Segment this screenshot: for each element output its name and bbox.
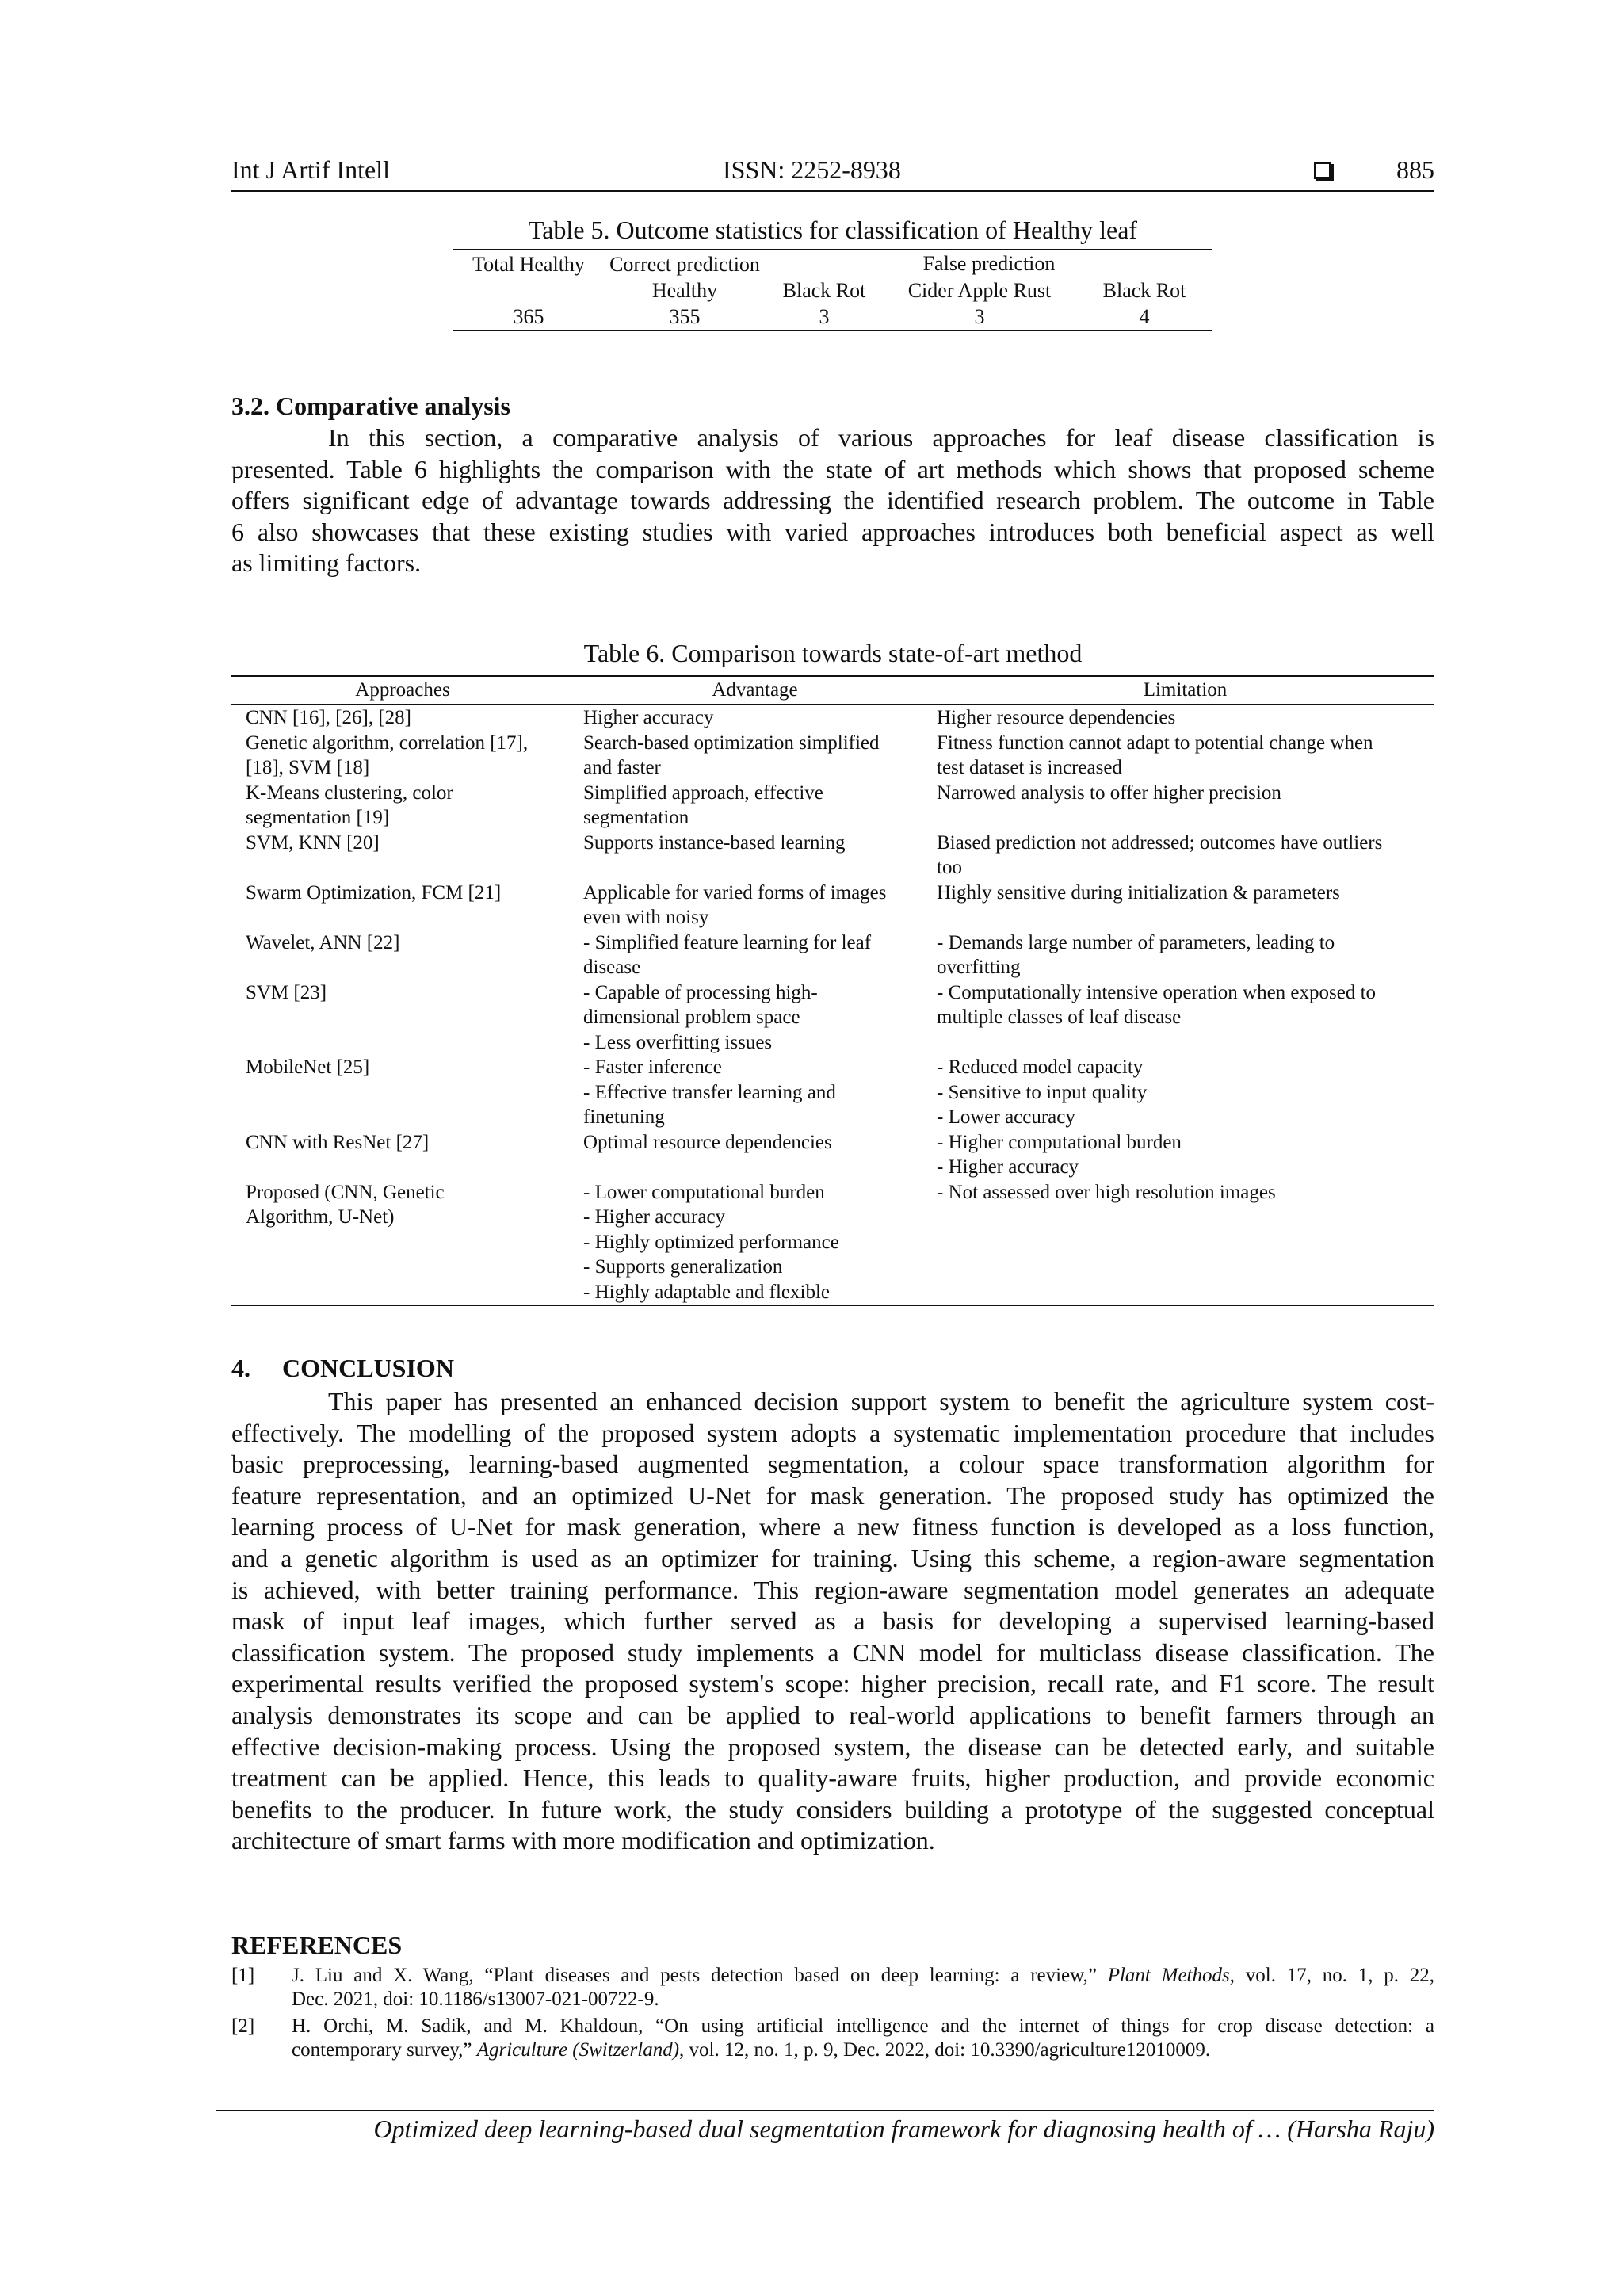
square-icon [1314, 162, 1331, 179]
t6-cell-approach: Genetic algorithm, correlation [17], [18], SVM [18] [246, 732, 529, 778]
t6-cell-advantage: - Lower computational burden - Higher accuracy - Highly optimized performance - Supports generalization - Highly adaptable and flexible [574, 1180, 927, 1306]
t5-val-blackrot: 3 [766, 304, 883, 330]
t6-cell-approach: Wavelet, ANN [22] [246, 931, 400, 953]
t5-sub-healthy: Healthy [651, 279, 718, 302]
t5-val-healthy: 355 [604, 304, 766, 330]
table5 [453, 249, 1212, 331]
table-row [231, 831, 1434, 881]
t6-cell-approach: CNN [16], [26], [28] [246, 707, 411, 728]
table-row [231, 1055, 1434, 1130]
table6-body [231, 705, 1434, 1305]
t5-sub-blackrot: Black Rot [782, 279, 866, 302]
journal-name: Int J Artif Intell [231, 155, 390, 184]
t6-cell-advantage: - Capable of processing high- dimensional problem space - Less overfitting issues [583, 981, 818, 1053]
t6-col-limitation: Limitation [927, 676, 1434, 705]
running-header [231, 155, 1434, 192]
t6-cell-advantage: Simplified approach, effective segmentation [583, 781, 823, 828]
t6-cell-limitation: - Higher computational burden - Higher accuracy [937, 1131, 1182, 1178]
conclusion-heading: 4. CONCLUSION [231, 1354, 454, 1382]
page-number: 885 [1396, 155, 1434, 184]
t6-cell-advantage: Optimal resource dependencies [583, 1131, 832, 1153]
t6-cell-approach: SVM [23] [246, 981, 327, 1003]
references-heading: REFERENCES [231, 1931, 403, 1959]
t6-cell-limitation: Narrowed analysis to offer higher precision [937, 781, 1281, 804]
table-row [231, 781, 1434, 831]
table-row [231, 930, 1434, 980]
t6-cell-limitation: Highly sensitive during initialization & parameters [937, 881, 1340, 904]
t6-col-advantage: Advantage [574, 676, 927, 705]
t5-sub-blackrot2: Black Rot [1102, 279, 1186, 302]
t6-cell-approach: MobileNet [25] [246, 1056, 370, 1078]
table-row [231, 881, 1434, 930]
table6 [231, 675, 1434, 1306]
t6-cell-approach: CNN with ResNet [27] [246, 1131, 430, 1153]
t5-sub-ciderrust: Cider Apple Rust [907, 279, 1052, 302]
reference-item: [2] H. Orchi, M. Sadik, and M. Khaldoun, “On using artificial intelligence and the internet of things for crop disease detection: a contemporary survey,” Agriculture (Switzerland), vol. 12, no. 1, p. 9, Dec. 2022, doi: 10.3390/agriculture12010009. [231, 2015, 1434, 2061]
table-row [231, 1180, 1434, 1306]
t6-cell-limitation: - Reduced model capacity - Sensitive to input quality - Lower accuracy [937, 1056, 1148, 1128]
section-3-2-body: In this section, a comparative analysis of various approaches for leaf disease classification is presented. Table 6 highlights the comparison with the state of art methods which shows that proposed scheme offers significant edge of advantage towards addressing the identified research problem. The outcome in Table 6 also showcases that these existing studies with varied approaches introduces both beneficial aspect as well as limiting factors. [231, 423, 1434, 578]
t5-val-total: 365 [453, 304, 604, 330]
table-row [231, 980, 1434, 1056]
t6-cell-advantage: - Simplified feature learning for leaf disease [583, 931, 872, 978]
t5-col-false: False prediction [766, 250, 1212, 277]
t6-cell-advantage: Applicable for varied forms of images even with noisy [583, 881, 887, 928]
t5-val-blackrot2: 4 [1076, 304, 1212, 330]
t6-cell-approach: K-Means clustering, color segmentation [19] [246, 781, 453, 828]
t6-col-approaches: Approaches [231, 676, 574, 705]
reference-item: [1] J. Liu and X. Wang, “Plant diseases and pests detection based on deep learning: a review,” Plant Methods, vol. 17, no. 1, p. 22, Dec. 2021, doi: 10.1186/s13007-021-00722-9. [231, 1965, 1434, 2010]
t6-cell-advantage: Supports instance-based learning [583, 831, 846, 854]
t6-cell-advantage: Search-based optimization simplified and faster [583, 732, 880, 778]
t5-col-correct: Correct prediction [604, 250, 766, 277]
issn: ISSN: 2252-8938 [723, 155, 901, 184]
t6-cell-limitation: Biased prediction not addressed; outcomes have outliers too [937, 831, 1383, 878]
table-row [231, 731, 1434, 781]
table-row [231, 1130, 1434, 1180]
references-list [231, 1964, 1434, 2062]
t6-cell-limitation: - Demands large number of parameters, leading to overfitting [937, 931, 1335, 978]
table-row [231, 705, 1434, 731]
t6-cell-limitation: Fitness function cannot adapt to potential change when test dataset is increased [937, 732, 1373, 778]
t5-val-ciderrust: 3 [883, 304, 1076, 330]
t6-cell-limitation: - Not assessed over high resolution images [927, 1180, 1434, 1306]
table6-caption: Table 6. Comparison towards state-of-art method [583, 639, 1083, 667]
t6-cell-approach: Swarm Optimization, FCM [21] [246, 881, 502, 904]
conclusion-body: This paper has presented an enhanced decision support system to benefit the agriculture system cost- effectively. The modelling of the proposed system adopts a systematic implementation procedure that includes basic preprocessing, learning-based augmented segmentation, a colour space transformation algorithm for feature representation, and an optimized U-Net for mask generation. The proposed study has optimized the learning process of U-Net for mask generation, where a new fitness function is developed as a loss function, and a genetic algorithm is used as an optimizer for training. Using this scheme, a region-aware segmentation is achieved, with better training performance. This region-aware segmentation model generates an adequate mask of input leaf images, which further served as a basis for developing a supervised learning-based classification system. The proposed study implements a CNN model for multiclass disease classification. The experimental results verified the proposed system's scope: higher precision, recall rate, and F1 score. The result analysis demonstrates its scope and can be applied to real-world applications to benefit farmers through an effective decision-making process. Using the proposed system, the disease can be detected early, and suitable treatment can be applied. Hence, this leads to quality-aware fruits, higher production, and provide economic benefits to the producer. In future work, the study considers building a prototype of the suggested conceptual architecture of smart farms with more modification and optimization. [231, 1387, 1434, 1855]
t6-cell-limitation: - Computationally intensive operation when exposed to multiple classes of leaf disease [937, 981, 1377, 1028]
t6-cell-advantage: Higher accuracy [583, 707, 714, 728]
t6-cell-approach: SVM, KNN [20] [246, 831, 380, 854]
table5-caption: Table 5. Outcome statistics for classification of Healthy leaf [528, 216, 1138, 244]
t6-cell-limitation: Higher resource dependencies [937, 707, 1176, 728]
running-footer: Optimized deep learning-based dual segmentation framework for diagnosing health of … (Harsha Raju) [216, 2110, 1434, 2144]
t6-cell-advantage: - Faster inference - Effective transfer learning and finetuning [583, 1056, 836, 1128]
section-3-2-heading: 3.2. Comparative analysis [231, 392, 510, 420]
t6-cell-approach: Proposed (CNN, Genetic Algorithm, U-Net) [231, 1180, 574, 1306]
t5-col-total: Total Healthy [453, 250, 604, 277]
